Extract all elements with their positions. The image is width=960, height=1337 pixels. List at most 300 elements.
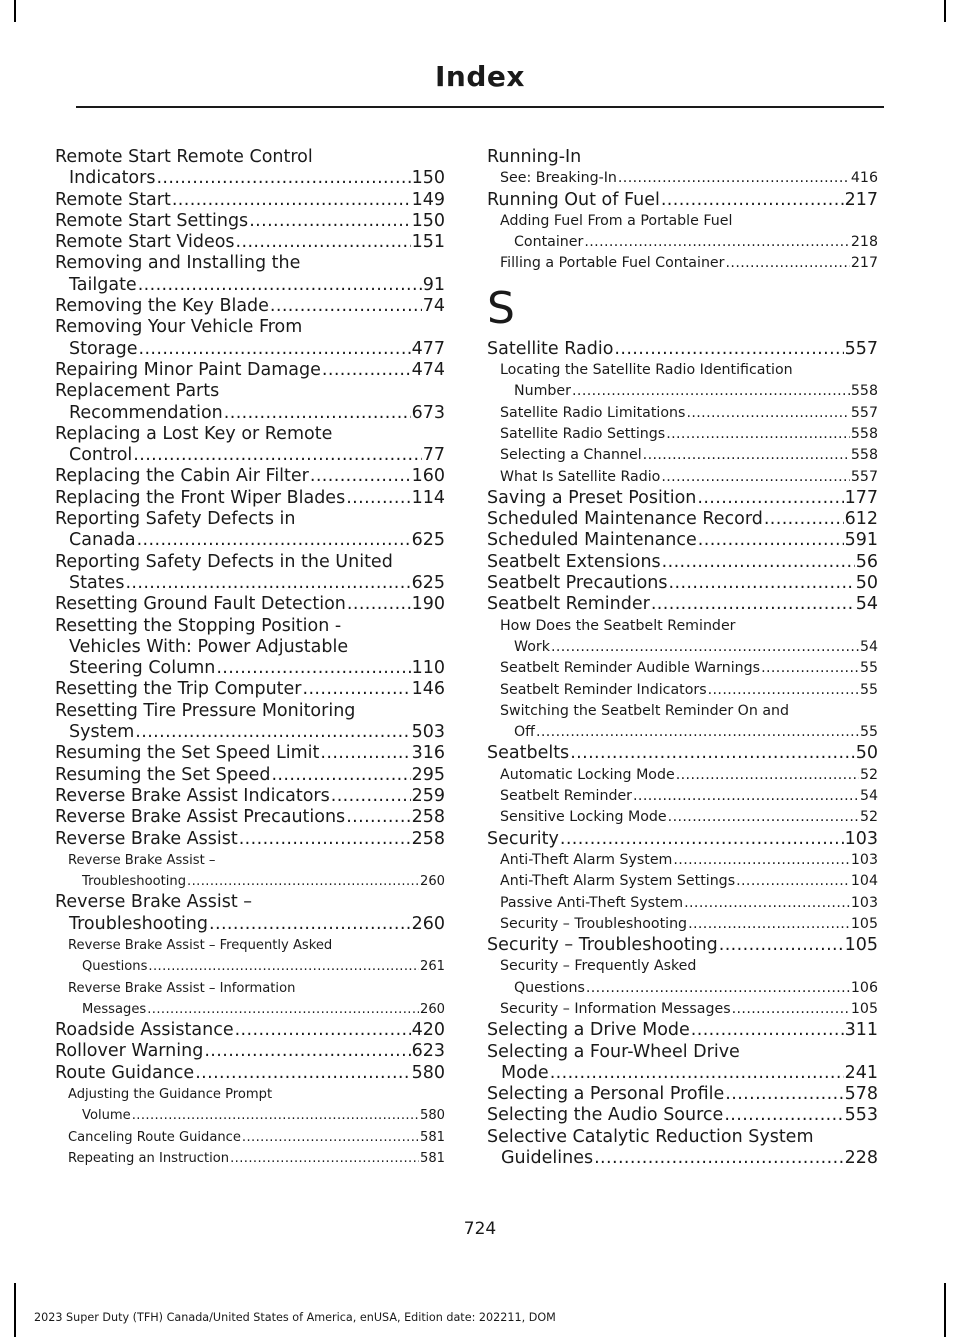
dot-leader <box>643 445 850 466</box>
dot-leader <box>764 509 844 530</box>
dot-leader <box>661 467 850 488</box>
index-page-number: 105 <box>850 915 878 932</box>
index-entry-line <box>500 722 878 743</box>
index-entry-text: Locating the Satellite Radio Identification <box>500 362 793 379</box>
index-entry <box>487 509 878 530</box>
index-page-number: 557 <box>844 338 878 359</box>
dot-leader <box>551 637 859 658</box>
index-entry-text: Security – Frequently Asked <box>500 958 697 975</box>
section-letter: S <box>487 282 515 334</box>
dot-leader <box>239 829 411 850</box>
index-entry-text: System <box>69 722 135 743</box>
dot-leader <box>135 722 410 743</box>
index-entry-text: Security – Troubleshooting <box>487 935 718 956</box>
index-page-number: 258 <box>411 828 445 849</box>
dot-leader <box>249 211 410 232</box>
index-entry <box>55 552 445 595</box>
index-subentry <box>487 168 878 189</box>
index-entry-text: Resetting Tire Pressure Monitoring <box>55 700 356 721</box>
index-entry-text: Reporting Safety Defects in the United <box>55 551 393 572</box>
index-page-number: 56 <box>855 551 878 572</box>
dot-leader <box>572 381 850 402</box>
index-entry-text: Rollover Warning <box>55 1041 204 1062</box>
index-page-number: 416 <box>850 170 878 187</box>
index-entry-text: Seatbelt Precautions <box>487 573 668 594</box>
dot-leader <box>236 232 411 253</box>
index-page-number: 558 <box>850 447 878 464</box>
index-entry-text: Selecting a Drive Mode <box>487 1020 690 1041</box>
index-entry-line <box>500 403 878 424</box>
dot-leader <box>172 190 411 211</box>
dot-leader <box>666 424 850 445</box>
index-entry-line <box>55 296 445 317</box>
index-page-number: 260 <box>420 874 445 890</box>
index-entry-line <box>500 253 878 274</box>
index-page-number: 260 <box>411 913 445 934</box>
index-page-number: 149 <box>411 189 445 210</box>
index-entry-line <box>487 935 878 956</box>
index-subentry <box>55 935 445 978</box>
index-entry-text: Seatbelt Reminder Audible Warnings <box>500 660 761 677</box>
index-page-number: 104 <box>850 873 878 890</box>
dot-leader <box>698 530 844 551</box>
index-entry-line <box>487 1148 878 1169</box>
index-entry-line <box>487 1084 878 1105</box>
index-subentry <box>487 914 878 935</box>
dot-leader <box>732 999 850 1020</box>
index-entry <box>487 1042 878 1085</box>
dot-leader <box>346 488 410 509</box>
index-entry <box>487 190 878 211</box>
index-subentry <box>487 871 878 892</box>
index-entry-line <box>68 1148 445 1169</box>
dot-leader <box>697 488 843 509</box>
index-entry-text: States <box>69 572 125 593</box>
index-subentry <box>487 658 878 679</box>
dot-leader <box>686 403 849 424</box>
index-entry-text: Questions <box>82 959 148 975</box>
index-entry-text: Reverse Brake Assist – Frequently Asked <box>68 937 333 953</box>
index-subentry <box>487 445 878 466</box>
index-entry <box>487 829 878 850</box>
index-subentry <box>55 978 445 1021</box>
index-page-number: 311 <box>844 1020 878 1041</box>
index-entry-text: Seatbelt Reminder <box>500 788 633 805</box>
index-page-number: 259 <box>411 785 445 806</box>
index-entry-text: Control <box>69 445 133 466</box>
index-entry-text: Reverse Brake Assist – <box>55 892 253 913</box>
index-entry-text: Tailgate <box>69 274 137 295</box>
index-entry-text: Adjusting the Guidance Prompt <box>68 1087 273 1103</box>
index-entry-text: Saving a Preset Position <box>487 487 697 508</box>
index-entry-line <box>500 445 878 466</box>
index-page-number: 591 <box>844 530 878 551</box>
index-entry-text: Remote Start Remote Control <box>55 147 313 167</box>
index-entry-text: Replacing the Front Wiper Blades <box>55 487 346 508</box>
index-entry <box>55 1041 445 1062</box>
index-entry <box>55 488 445 509</box>
dot-leader <box>570 743 855 764</box>
dot-leader <box>584 232 850 253</box>
index-entry-text: Volume <box>82 1108 131 1124</box>
index-page-number: 54 <box>859 788 878 805</box>
index-entry-line <box>487 552 878 573</box>
index-entry-line <box>55 743 445 764</box>
dot-leader <box>618 168 850 189</box>
index-page-number: 217 <box>844 189 878 210</box>
index-subentry <box>487 403 878 424</box>
index-entry-line <box>55 722 445 743</box>
index-entry-text: Troubleshooting <box>69 913 209 934</box>
index-entry-text: Remote Start Videos <box>55 232 235 253</box>
index-entry-text: Security – Information Messages <box>500 1000 731 1017</box>
index-page-number: 55 <box>859 724 878 741</box>
index-entry-text: Remote Start <box>55 189 171 210</box>
index-entry-text: Seatbelt Reminder Indicators <box>500 681 707 698</box>
dot-leader <box>669 573 855 594</box>
index-entry-line <box>500 637 878 658</box>
index-entry-line <box>487 488 878 509</box>
dot-leader <box>536 722 859 743</box>
index-entry-line <box>68 1127 445 1148</box>
index-entry <box>487 530 878 551</box>
index-page-number: 177 <box>844 487 878 508</box>
dot-leader <box>761 658 859 679</box>
index-entry-line <box>55 211 445 232</box>
index-entry-text: Automatic Locking Mode <box>500 766 675 783</box>
index-entry <box>487 339 878 360</box>
index-subentry <box>55 1127 445 1148</box>
index-subentry <box>55 1084 445 1127</box>
index-entry-line <box>55 679 445 700</box>
index-entry-text: Resetting the Stopping Position - <box>55 615 342 636</box>
dot-leader <box>242 1127 419 1148</box>
index-entry-line <box>487 1063 878 1084</box>
index-page-number: 612 <box>844 509 878 530</box>
index-entry-line <box>55 1020 445 1041</box>
index-page-number: 241 <box>844 1062 878 1083</box>
index-page-number: 110 <box>411 658 445 679</box>
index-entry-text: Replacing the Cabin Air Filter <box>55 466 309 487</box>
index-entry-text: Satellite Radio <box>487 338 614 359</box>
dot-leader <box>235 1020 411 1041</box>
index-page-number: 114 <box>411 487 445 508</box>
dot-leader <box>673 850 850 871</box>
index-entry-text: Resuming the Set Speed <box>55 764 271 785</box>
dot-leader <box>303 679 411 700</box>
index-column-left <box>55 147 445 1169</box>
index-entry <box>55 190 445 211</box>
index-entry-line <box>487 190 878 211</box>
index-entry-line <box>55 765 445 786</box>
index-entry-line <box>55 658 445 679</box>
dot-leader <box>125 573 410 594</box>
index-entry <box>55 1020 445 1041</box>
index-subentry <box>487 807 878 828</box>
index-entry-line <box>500 914 878 935</box>
index-subentry <box>487 680 878 701</box>
index-entry <box>487 1127 878 1170</box>
index-entry-text: Off <box>514 724 535 741</box>
index-entry <box>487 594 878 615</box>
index-group-before-section <box>487 147 878 275</box>
index-entry-text: Route Guidance <box>55 1062 195 1083</box>
index-entry-text: Resetting Ground Fault Detection <box>55 594 346 615</box>
index-page-number: 52 <box>859 766 878 783</box>
index-entry-line <box>500 680 878 701</box>
index-entry-line <box>500 765 878 786</box>
index-page-number: 105 <box>850 1000 878 1017</box>
index-entry-text: Seatbelt Reminder <box>487 594 650 615</box>
index-entry-line <box>500 658 878 679</box>
dot-leader <box>147 999 419 1020</box>
index-entry-line <box>55 403 445 424</box>
index-entry-text: Sensitive Locking Mode <box>500 809 667 826</box>
index-entry-line <box>487 509 878 530</box>
dot-leader <box>725 1084 843 1105</box>
dot-leader <box>156 168 410 189</box>
index-entry-text: Reporting Safety Defects in <box>55 509 296 530</box>
index-subentry <box>487 424 878 445</box>
index-entry-line <box>500 999 878 1020</box>
index-entry-text: Roadside Assistance <box>55 1020 234 1041</box>
dot-leader <box>133 445 421 466</box>
index-page-number: 673 <box>411 402 445 423</box>
index-entry-text: Filling a Portable Fuel Container <box>500 255 725 272</box>
index-subentry <box>487 616 878 659</box>
index-entry-text: Removing the Key Blade <box>55 296 269 317</box>
index-entry-text: Security – Troubleshooting <box>500 915 688 932</box>
dot-leader <box>216 658 410 679</box>
index-entry <box>487 743 878 764</box>
index-entry <box>55 892 445 935</box>
index-entry <box>487 1084 878 1105</box>
index-page-number: 625 <box>411 530 445 551</box>
index-page-number: 295 <box>411 764 445 785</box>
index-entry-text: Removing Your Vehicle From <box>55 317 303 338</box>
dot-leader <box>224 403 411 424</box>
index-entry-line <box>68 999 445 1020</box>
index-page-number: 55 <box>859 681 878 698</box>
index-subentry <box>487 211 878 254</box>
index-entry-line <box>68 956 445 977</box>
index-page-number: 558 <box>850 383 878 400</box>
index-entry-text: Troubleshooting <box>82 874 187 890</box>
index-page-number: 580 <box>411 1062 445 1083</box>
index-entry <box>487 935 878 956</box>
index-page-number: 50 <box>855 743 878 764</box>
index-page-number: 74 <box>422 296 445 317</box>
index-entry-line <box>487 829 878 850</box>
index-page-number: 77 <box>422 445 445 466</box>
index-page-number: 557 <box>850 468 878 485</box>
dot-leader <box>271 765 410 786</box>
index-entry-text: Repeating an Instruction <box>68 1150 230 1166</box>
index-entry <box>55 743 445 764</box>
dot-leader <box>148 956 419 977</box>
index-entry-text: Steering Column <box>69 658 216 679</box>
index-page-number: 218 <box>850 234 878 251</box>
dot-leader <box>270 296 422 317</box>
dot-leader <box>633 786 859 807</box>
index-entry-line <box>55 466 445 487</box>
index-page-number: 54 <box>859 638 878 655</box>
index-entry-text: Questions <box>514 979 585 996</box>
index-subentry <box>487 786 878 807</box>
index-entry-line <box>500 168 878 189</box>
index-subentry <box>487 701 878 744</box>
index-page-number: 625 <box>411 572 445 593</box>
index-subentry <box>487 999 878 1020</box>
index-entry <box>55 1063 445 1084</box>
index-entry-line <box>68 871 445 892</box>
index-page-number: 316 <box>411 743 445 764</box>
index-entry-line <box>55 829 445 850</box>
index-entry <box>55 232 445 253</box>
index-entry-text: Seatbelt Extensions <box>487 551 661 572</box>
index-page-number: 503 <box>411 722 445 743</box>
index-page-number: 553 <box>844 1105 878 1126</box>
index-page-number: 160 <box>411 466 445 487</box>
index-page-number: 557 <box>850 404 878 421</box>
index-page-number: 150 <box>411 168 445 189</box>
index-entry-text: Selecting a Channel <box>500 447 642 464</box>
index-entry-text: Running Out of Fuel <box>487 189 660 210</box>
index-page-number: 261 <box>420 959 445 975</box>
index-subentry <box>55 1148 445 1169</box>
index-page-number: 106 <box>850 979 878 996</box>
index-entry-text: How Does the Seatbelt Reminder <box>500 617 736 634</box>
index-entry <box>487 1020 878 1041</box>
index-entry-text: Reverse Brake Assist <box>55 828 238 849</box>
index-entry-line <box>487 1020 878 1041</box>
index-entry-text: Indicators <box>69 168 156 189</box>
index-subentry <box>487 765 878 786</box>
index-entry-line <box>500 381 878 402</box>
index-entry-text: Number <box>514 383 571 400</box>
index-entry-line <box>500 786 878 807</box>
index-entry <box>487 1105 878 1126</box>
index-entry <box>55 807 445 828</box>
index-entry-line <box>55 232 445 253</box>
index-entry-line <box>55 530 445 551</box>
page-number: 724 <box>463 1219 497 1239</box>
index-entry-line <box>487 530 878 551</box>
dot-leader <box>137 530 411 551</box>
index-page-number: 103 <box>844 828 878 849</box>
index-entry-line <box>55 445 445 466</box>
index-entry-line <box>55 488 445 509</box>
index-page-number: 228 <box>844 1148 878 1169</box>
index-entry-text: Resetting the Trip Computer <box>55 679 302 700</box>
index-entry-text: Selective Catalytic Reduction System <box>487 1126 814 1147</box>
dot-leader <box>346 807 410 828</box>
dot-leader <box>719 935 844 956</box>
dot-leader <box>322 360 411 381</box>
dot-leader <box>230 1148 419 1169</box>
header-rule <box>76 106 884 108</box>
page-title: Index <box>435 60 525 93</box>
index-entry-line <box>55 168 445 189</box>
index-subentry <box>487 467 878 488</box>
index-entry-line <box>55 914 445 935</box>
index-entry <box>55 509 445 552</box>
index-entry-text: Scheduled Maintenance Record <box>487 509 763 530</box>
index-entry-text: Reverse Brake Assist Precautions <box>55 807 346 828</box>
dot-leader <box>662 552 855 573</box>
index-subentry <box>487 956 878 999</box>
index-entry <box>55 594 445 615</box>
index-entry-text: Selecting a Four-Wheel Drive <box>487 1041 740 1062</box>
dot-leader <box>209 914 411 935</box>
index-entry-text: See: Breaking-In <box>500 170 617 187</box>
index-entry-text: Work <box>514 638 550 655</box>
index-entry-line <box>500 232 878 253</box>
index-entry-line <box>500 871 878 892</box>
footer-edition-info: 2023 Super Duty (TFH) Canada/United States of America, enUSA, Edition date: 202211, DOM <box>34 1311 556 1324</box>
index-entry-line <box>500 893 878 914</box>
index-page-number: 580 <box>420 1108 445 1124</box>
index-entry-line <box>500 467 878 488</box>
index-page-number: 474 <box>411 359 445 380</box>
index-entry-line <box>500 978 878 999</box>
index-column-right <box>487 147 878 1169</box>
index-entry <box>487 573 878 594</box>
index-entry-line <box>500 850 878 871</box>
index-subentry <box>55 850 445 893</box>
index-page-number: 623 <box>411 1041 445 1062</box>
index-entry <box>55 424 445 467</box>
index-page-number: 50 <box>855 573 878 594</box>
index-entry-text: Switching the Seatbelt Reminder On and <box>500 702 790 719</box>
dot-leader <box>138 339 410 360</box>
index-entry-text: Selecting the Audio Source <box>487 1105 724 1126</box>
index-entry <box>55 765 445 786</box>
index-entry-text: Mode <box>501 1062 549 1083</box>
index-entry-text: Canceling Route Guidance <box>68 1129 241 1145</box>
index-entry-line <box>55 275 445 296</box>
dot-leader <box>684 893 850 914</box>
dot-leader <box>195 1063 410 1084</box>
index-page-number: 105 <box>844 935 878 956</box>
dot-leader <box>550 1063 844 1084</box>
index-entry <box>55 296 445 317</box>
index-page-number: 91 <box>422 274 445 295</box>
index-entry-text: Canada <box>69 530 136 551</box>
index-entry <box>55 829 445 850</box>
index-entry <box>55 253 445 296</box>
index-entry <box>487 552 878 573</box>
dot-leader <box>594 1148 844 1169</box>
index-entry-text: Recommendation <box>69 402 223 423</box>
index-entry <box>55 211 445 232</box>
index-entry-text: Storage <box>69 338 138 359</box>
index-page-number: 420 <box>411 1020 445 1041</box>
index-entry-text: Replacing a Lost Key or Remote <box>55 423 333 444</box>
index-entry-text: Seatbelts <box>487 743 570 764</box>
index-entry <box>487 488 878 509</box>
index-entry <box>55 466 445 487</box>
index-entry-text: Satellite Radio Limitations <box>500 404 686 421</box>
index-entry-text: Replacement Parts <box>55 381 220 402</box>
index-page-number: 151 <box>411 232 445 253</box>
index-entry-text: Security <box>487 828 559 849</box>
index-entry-line <box>55 190 445 211</box>
dot-leader <box>614 339 843 360</box>
index-page-number: 581 <box>420 1150 445 1166</box>
dot-leader <box>586 978 850 999</box>
index-entry <box>487 147 878 168</box>
